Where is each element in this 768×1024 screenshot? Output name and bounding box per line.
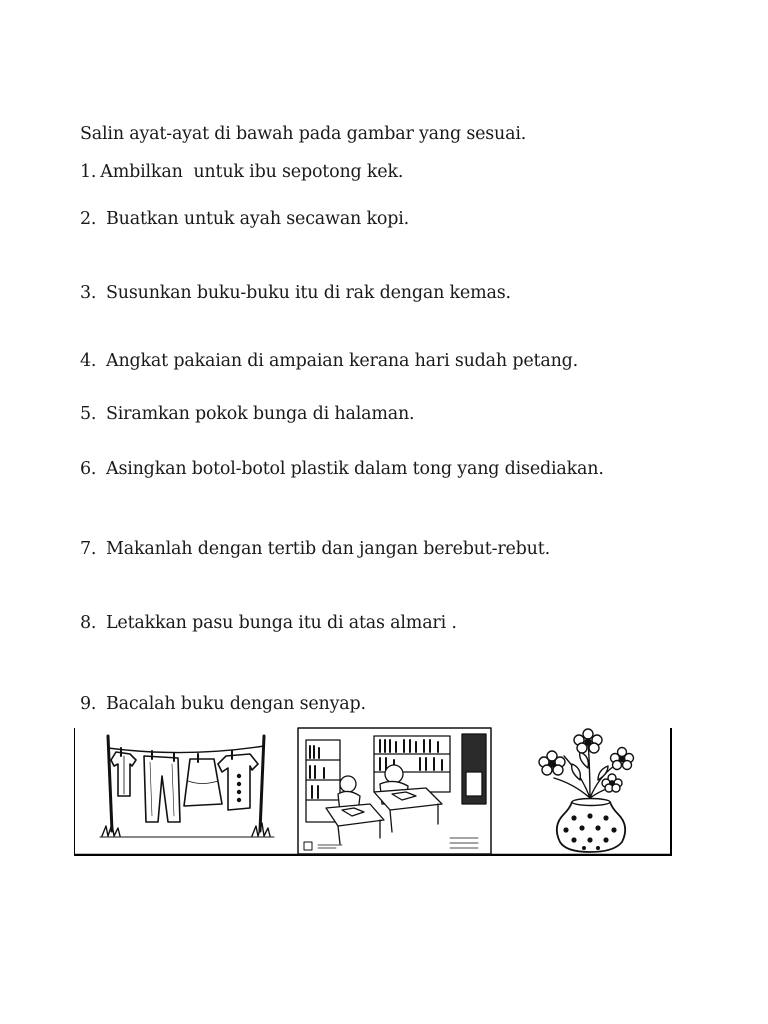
sentence-5	[80, 406, 414, 424]
picture-strip-svg	[74, 726, 672, 856]
sentence-number: 2.	[80, 209, 97, 229]
sentence-6	[80, 461, 604, 479]
instruction-text: Salin ayat-ayat di bawah pada gambar yang sesuai.	[80, 124, 527, 144]
sentence-text: Buatkan untuk ayah secawan kopi.	[106, 209, 409, 229]
sentence-text: Susunkan buku-buku itu di rak dengan kemas.	[106, 283, 511, 303]
sentence-text: Bacalah buku dengan senyap.	[106, 694, 366, 714]
sentence-text: Makanlah dengan tertib dan jangan berebut-rebut.	[106, 539, 550, 559]
sentence-2	[80, 211, 409, 229]
clothesline-rope	[108, 746, 264, 753]
flower-4	[602, 774, 622, 792]
library-reading-picture	[298, 728, 491, 854]
clothing-dress	[184, 759, 222, 806]
sentence-text: Siramkan pokok bunga di halaman.	[106, 404, 415, 424]
sentence-number: 6.	[80, 459, 97, 479]
clothing-pants	[144, 756, 180, 822]
sentence-number: 5.	[80, 404, 97, 424]
sentence-number: 4.	[80, 351, 97, 371]
flower-vase-picture	[539, 729, 634, 852]
clothesline-pole-left	[108, 736, 112, 831]
child-left-head	[340, 776, 356, 792]
sentence-3	[80, 285, 511, 303]
clothesline-pole-right	[260, 736, 264, 831]
sentence-number: 1.	[80, 162, 97, 182]
clothesline-picture	[100, 736, 274, 837]
sentence-9	[80, 696, 366, 714]
sentence-8	[80, 615, 457, 633]
sentence-text: Letakkan pasu bunga itu di atas almari .	[106, 613, 457, 633]
sentence-1	[80, 164, 403, 182]
sentence-number: 8.	[80, 613, 97, 633]
vase	[557, 802, 625, 852]
sentence-4	[80, 353, 578, 371]
sentence-number: 9.	[80, 694, 97, 714]
sentence-text: Angkat pakaian di ampaian kerana hari sudah petang.	[106, 351, 579, 371]
footer-logo	[304, 842, 312, 850]
sentence-text: Asingkan botol-botol plastik dalam tong yang disediakan.	[106, 459, 604, 479]
sentence-text: Ambilkan untuk ibu sepotong kek.	[100, 162, 404, 182]
child-right-head	[385, 765, 403, 783]
flower-2	[539, 751, 565, 775]
flower-3	[611, 748, 634, 770]
clothing-shirt	[111, 752, 136, 796]
picture-strip	[74, 726, 672, 856]
sentence-number: 7.	[80, 539, 97, 559]
leaf	[572, 764, 581, 780]
sentence-7	[80, 541, 550, 559]
sentence-number: 3.	[80, 283, 97, 303]
